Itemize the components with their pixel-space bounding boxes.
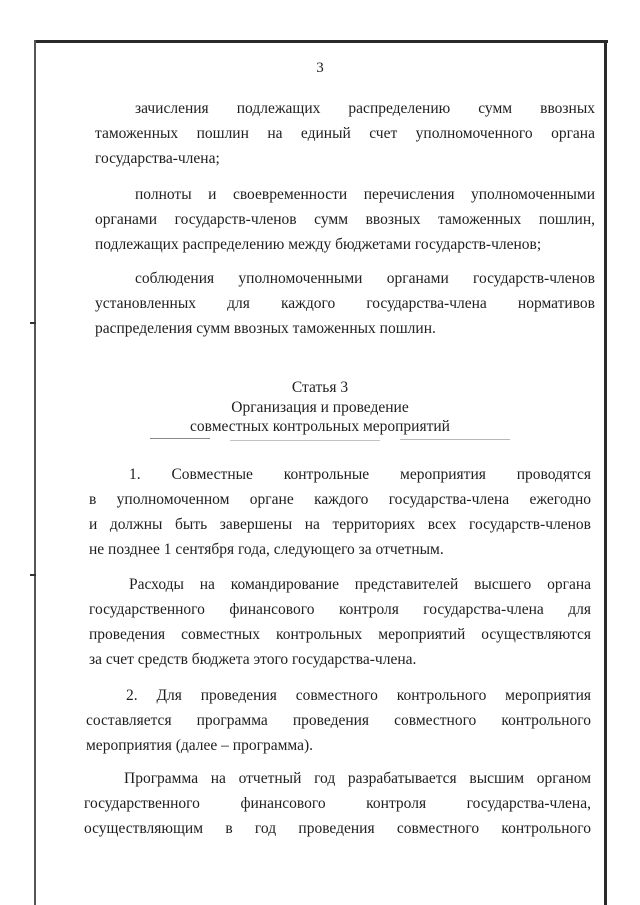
paragraph-line: в уполномоченном органе каждого государства-члена ежегодно (89, 491, 591, 508)
paragraph-line: государства-члена; (95, 150, 220, 167)
paragraph (95, 266, 595, 341)
margin-mark (30, 322, 36, 324)
paragraph-line: не позднее 1 сентября года, следующего за отчетным. (89, 541, 444, 558)
paragraph (84, 766, 591, 841)
page-number: 3 (316, 60, 324, 76)
scan-artifact-line (230, 440, 380, 441)
paragraph-line: полноты и своевременности перечисления уполномоченными (135, 186, 595, 203)
paragraph (86, 683, 591, 758)
paragraph-line: установленных для каждого государства-члена нормативов (95, 295, 595, 312)
paragraph-line: 2. Для проведения совместного контрольного мероприятия (126, 687, 591, 704)
paragraph-line: распределения сумм ввозных таможенных пошлин. (95, 320, 436, 337)
paragraph (89, 572, 591, 672)
paragraph-line: осуществляющим в год проведения совместного контрольного (84, 820, 591, 837)
paragraph (95, 182, 595, 257)
paragraph-line: мероприятия (далее – программа). (86, 737, 313, 754)
paragraph (95, 96, 595, 171)
paragraph-line: зачисления подлежащих распределению сумм ввозных (135, 100, 595, 117)
paragraph-line: и должны быть завершены на территориях всех государств-членов (89, 516, 591, 533)
paragraph-line: государственного финансового контроля государства-члена для (89, 601, 591, 618)
paragraph-line: проведения совместных контрольных мероприятий осуществляются (89, 626, 591, 643)
page-frame-top (34, 40, 608, 43)
paragraph-line: соблюдения уполномоченными органами государств-членов (135, 270, 595, 287)
paragraph-line: органами государств-членов сумм ввозных таможенных пошлин, (95, 211, 595, 228)
paragraph-line: государственного финансового контроля государства-члена, (84, 795, 591, 812)
paragraph-line: составляется программа проведения совместного контрольного (86, 712, 591, 729)
paragraph-line: таможенных пошлин на единый счет уполномоченного органа (95, 125, 595, 142)
article-title-line: Организация и проведение (231, 399, 409, 416)
scan-artifact-line (400, 439, 510, 440)
article-title-line: совместных контрольных мероприятий (190, 418, 450, 435)
paragraph-line: Программа на отчетный год разрабатывается высшим органом (124, 770, 591, 787)
page-frame-left (34, 40, 36, 905)
paragraph-line: Расходы на командирование представителей высшего органа (129, 576, 591, 593)
paragraph-line: подлежащих распределению между бюджетами государств-членов; (95, 236, 542, 253)
paragraph-line: за счет средств бюджета этого государства-члена. (89, 651, 417, 668)
margin-mark (30, 574, 36, 576)
page-frame-right (604, 40, 607, 905)
article-number: Статья 3 (291, 379, 349, 396)
scan-artifact-line (150, 438, 210, 439)
paragraph-line: 1. Совместные контрольные мероприятия проводятся (129, 466, 591, 483)
paragraph (89, 462, 591, 562)
